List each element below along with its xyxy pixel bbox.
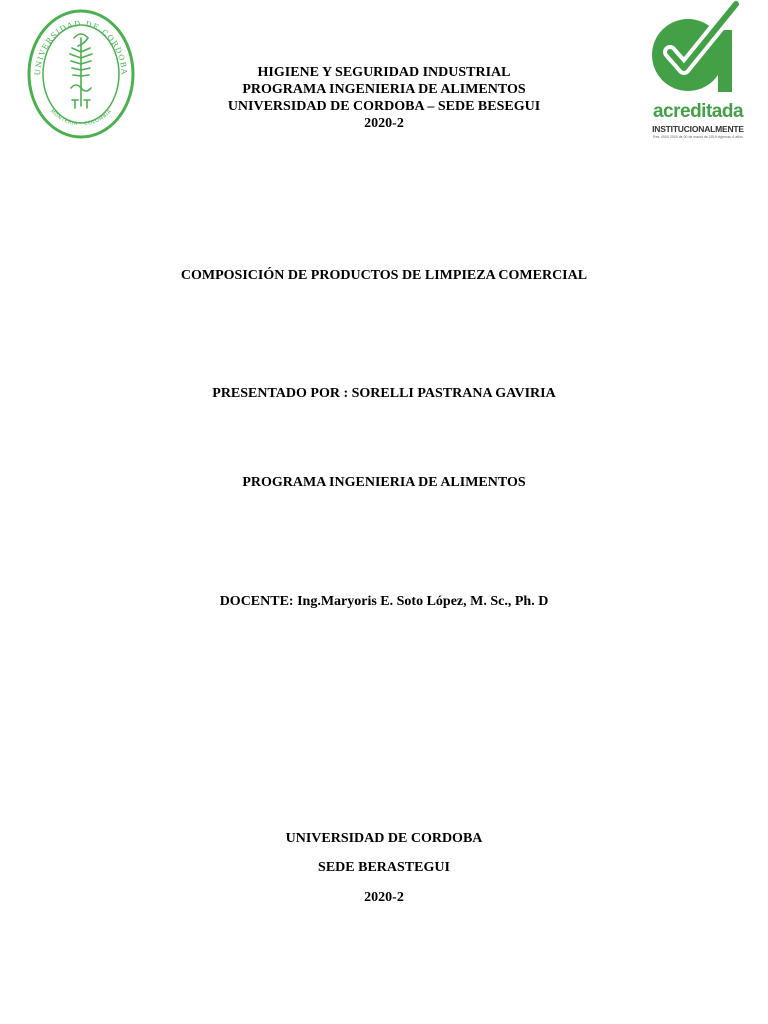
seal-text-bottom: MONTERIA · COLOMBIA — [48, 108, 114, 128]
seal-text-top: UNIVERSIDAD DE CORDOBA — [32, 18, 130, 76]
presented-by: PRESENTADO POR : SORELLI PASTRANA GAVIRIA — [212, 386, 556, 401]
accreditation-fine-print: Res. 0000 2000 de 00 de marzo de 2019 vigencia: 6 años — [653, 135, 743, 139]
header-university: UNIVERSIDAD DE CORDOBA – SEDE BESEGUI — [227, 99, 541, 114]
program-name: PROGRAMA INGENIERIA DE ALIMENTOS — [242, 475, 526, 490]
footer-university: UNIVERSIDAD DE CORDOBA — [285, 831, 483, 846]
header-course: HIGIENE Y SEGURIDAD INDUSTRIAL — [257, 65, 511, 80]
footer-year: 2020-2 — [364, 890, 404, 905]
header-year: 2020-2 — [364, 116, 404, 131]
accreditation-subtitle: INSTITUCIONALMENTE — [652, 124, 744, 134]
document-title: COMPOSICIÓN DE PRODUCTOS DE LIMPIEZA COMERCIAL — [180, 268, 588, 283]
teacher-name: DOCENTE: Ing.Maryoris E. Soto López, M. Sc., Ph. D — [219, 594, 549, 609]
footer-campus: SEDE BERASTEGUI — [318, 860, 450, 875]
header-program: PROGRAMA INGENIERIA DE ALIMENTOS — [242, 82, 526, 97]
accreditation-word: acreditada — [652, 101, 744, 122]
